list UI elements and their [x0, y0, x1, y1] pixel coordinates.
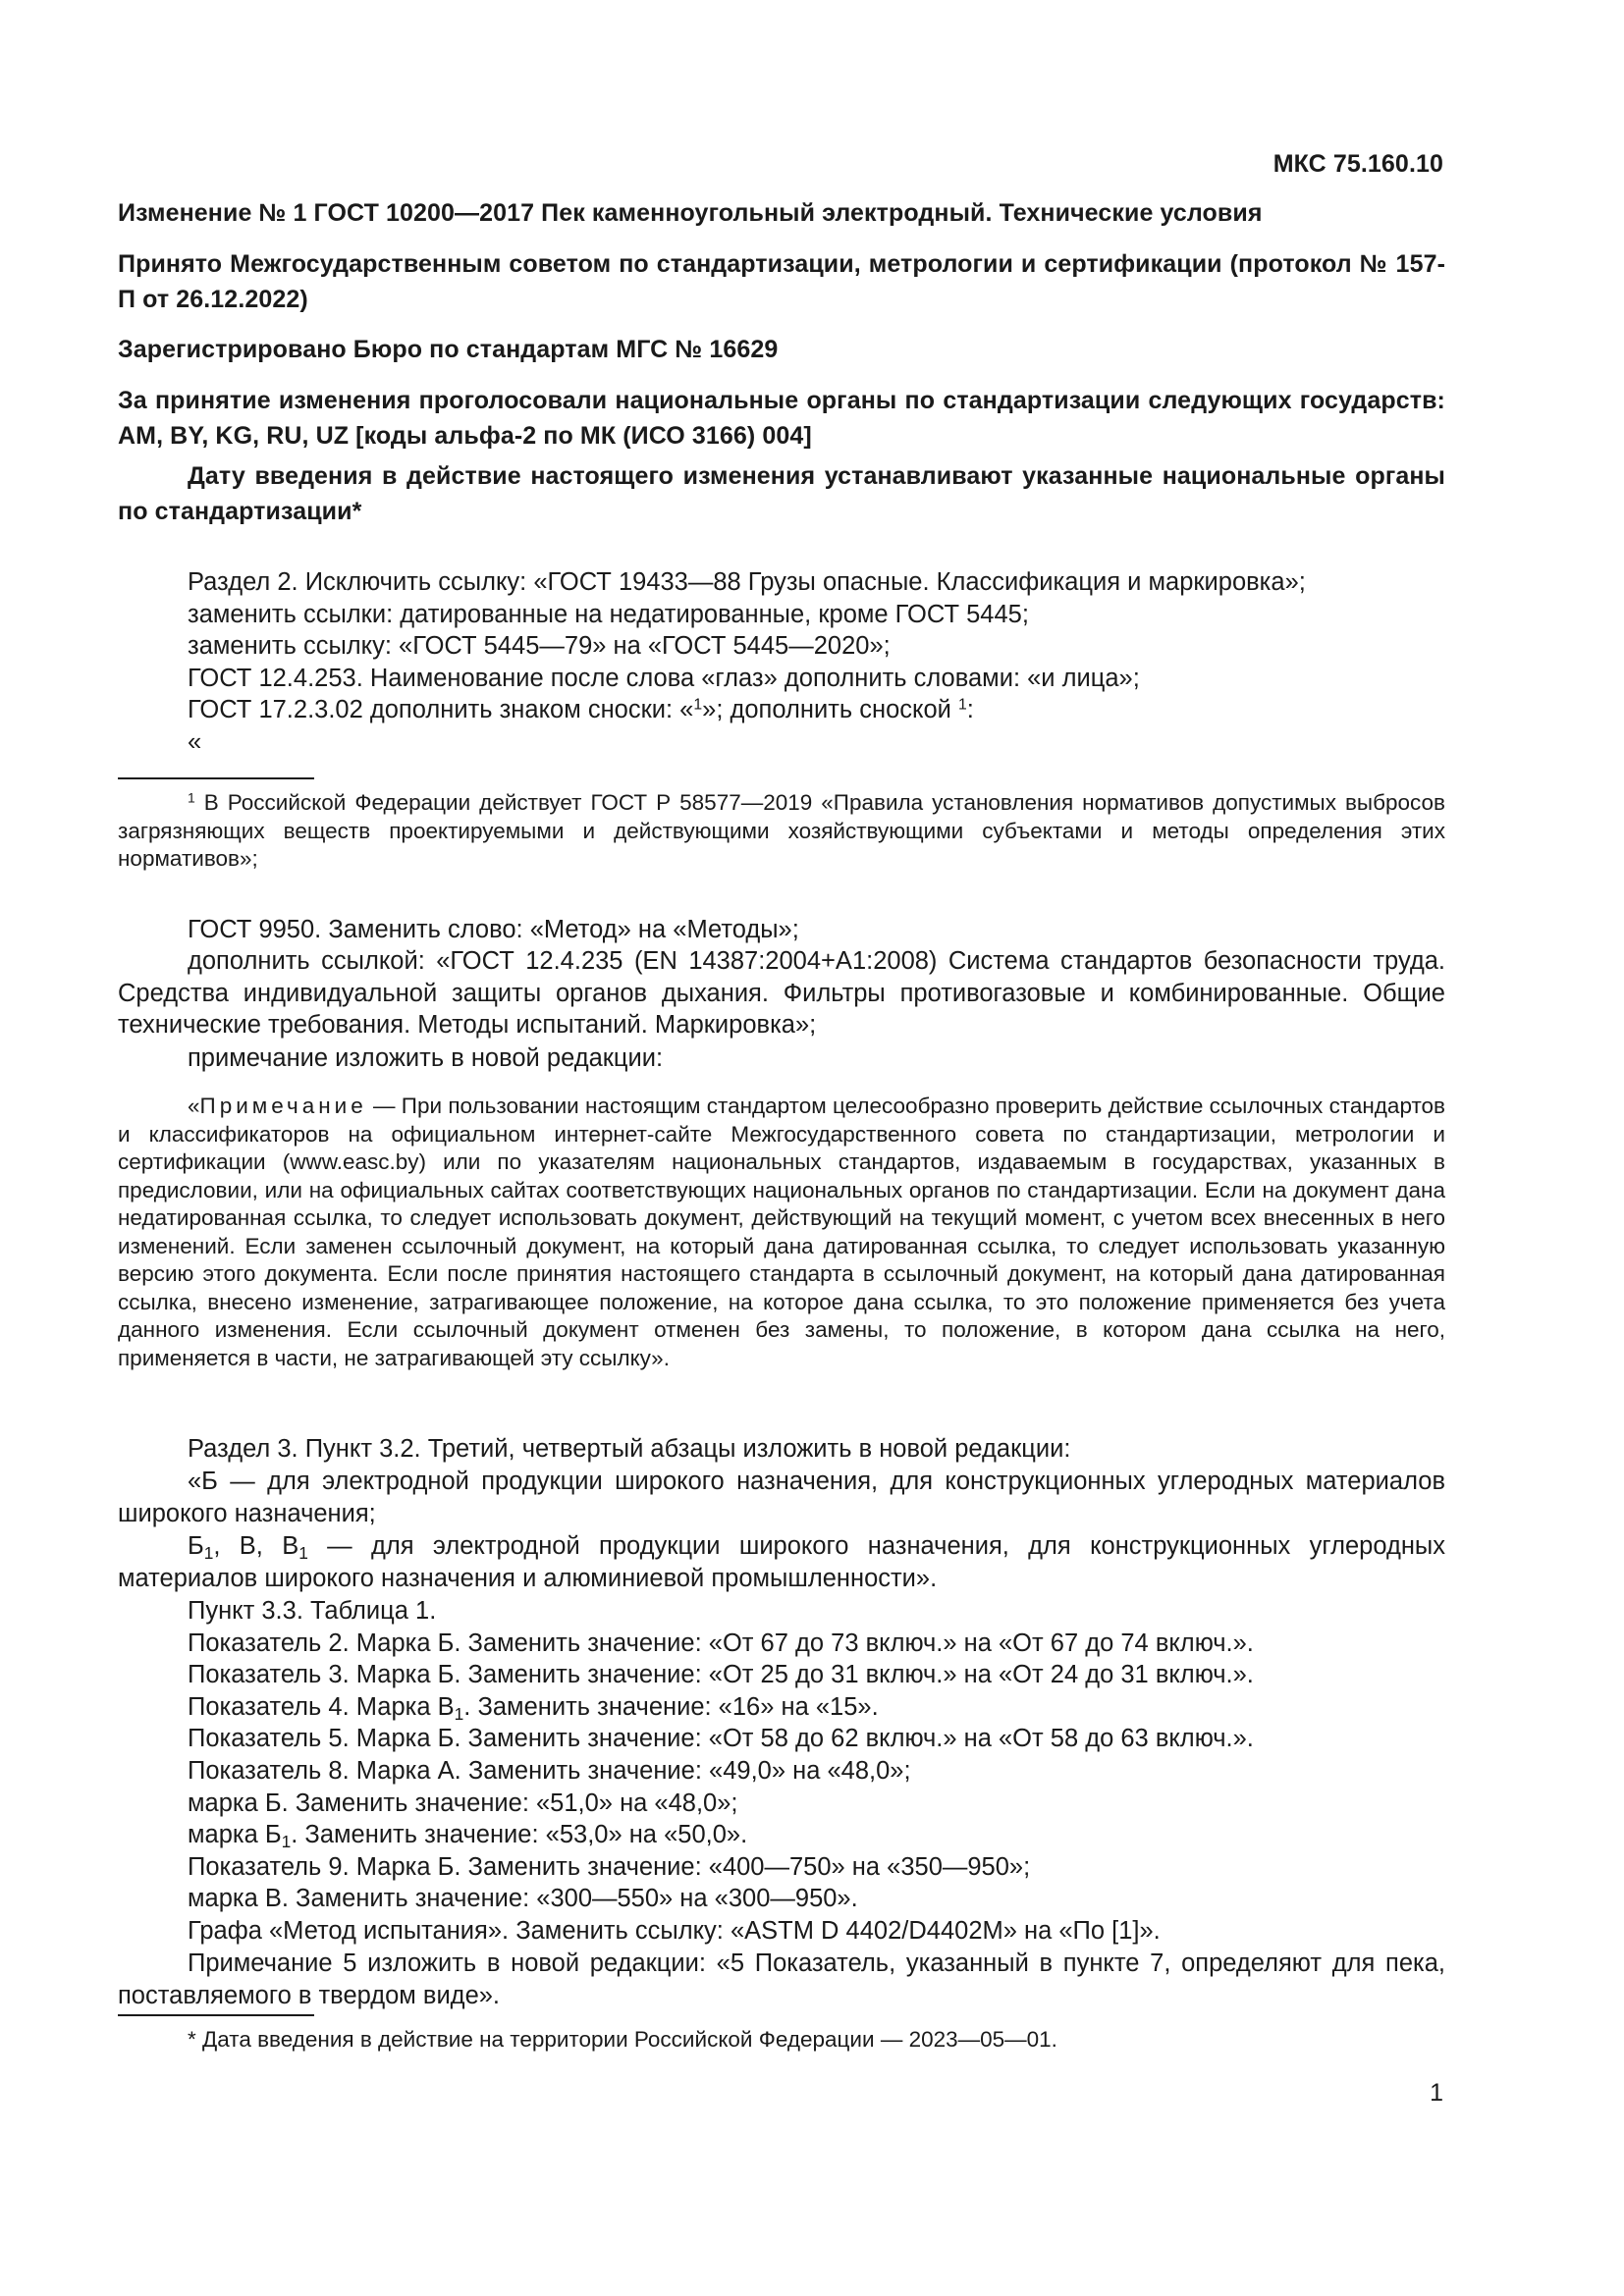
section2-line: заменить ссылку: «ГОСТ 5445—79» на «ГОСТ 5445—2020»;: [188, 632, 891, 661]
adopted-statement: Принято Межгосударственным советом по стандартизации, метрологии и сертификации (протокол № 157-П от 26.12.2022): [118, 250, 1445, 313]
section2-line: заменить ссылки: датированные на недатированные, кроме ГОСТ 5445;: [188, 600, 1029, 628]
change-line: Пункт 3.3. Таблица 1.: [188, 1597, 437, 1625]
note-label: Примечание: [199, 1094, 367, 1118]
footnote-1: $^1$ В Российской Федерации действует ГОСТ Р 58577—2019 «Правила установления нормативов допустимых выбросов загрязняющих веществ проектируемыми и действующими хозяйствующими субъектами и методы определения этих нормативов»;: [118, 789, 1445, 871]
gost9950-addition: дополнить ссылкой: «ГОСТ 12.4.235 (EN 14387:2004+A1:2008) Система стандартов безопасности труда. Средства индивидуальной защиты органов дыхания. Фильтры противогазовые и комбинированные. Общие технические требования. Методы испытаний. Маркировка»;: [118, 947, 1445, 1040]
change-line: марка В. Заменить значение: «300—550» на «300—950».: [188, 1885, 858, 1913]
section2-line: ГОСТ 12.4.253. Наименование после слова «глаз» дополнить словами: «и лица»;: [188, 664, 1140, 692]
gost9950-note-intro: примечание изложить в новой редакции:: [188, 1044, 664, 1072]
change-line: Графа «Метод испытания». Заменить ссылку: «ASTM D 4402/D4402M» на «По [1]».: [188, 1916, 1161, 1945]
section2-block: [188, 566, 1464, 759]
change-line: марка Б. Заменить значение: «51,0» на «48,0»;: [188, 1789, 738, 1817]
section2-line: Раздел 2. Исключить ссылку: «ГОСТ 19433—88 Грузы опасные. Классификация и маркировка»;: [188, 568, 1306, 596]
section3-paragraph: $Б_1$, В, $В_1$ — для электродной продукции широкого назначения, для конструкционных углеродных материалов широкого назначения и алюминиевой промышленности».: [118, 1532, 1445, 1592]
footnote-marker: 1: [693, 696, 703, 714]
mks-code: МКС 75.160.10: [1272, 150, 1443, 178]
footnote-marker: 1: [957, 696, 967, 714]
effective-date-footnote: * Дата введения в действие на территории Российской Федерации — 2023—05—01.: [188, 2027, 1057, 2052]
registration-statement: Зарегистрировано Бюро по стандартам МГС № 16629: [118, 336, 779, 363]
change-line: Показатель 9. Марка Б. Заменить значение: «400—750» на «350—950»;: [188, 1852, 1031, 1881]
change-line: Показатель 5. Марка Б. Заменить значение: «От 58 до 62 включ.» на «От 58 до 63 включ.».: [188, 1725, 1254, 1753]
page-number: 1: [1430, 2079, 1443, 2107]
footnote-rule: [118, 777, 314, 779]
section3-line: Раздел 3. Пункт 3.2. Третий, четвертый абзацы изложить в новой редакции:: [188, 1435, 1071, 1463]
voting-statement: За принятие изменения проголосовали национальные органы по стандартизации следующих государств: AM, BY, KG, RU, UZ [коды альфа-2 по МК (ИСО 3166) 004]: [118, 387, 1445, 450]
section3-paragraph: «Б — для электродной продукции широкого назначения, для конструкционных углеродных материалов широкого назначения;: [118, 1468, 1445, 1527]
section2-footnote-line: ГОСТ 17.2.3.02 дополнить знаком сноски: «$^1$»; дополнить сноской $^1$:: [188, 696, 974, 724]
change-line: марка $Б_1$. Заменить значение: «53,0» на «50,0».: [188, 1821, 748, 1852]
change-line: Показатель 2. Марка Б. Заменить значение: «От 67 до 73 включ.» на «От 67 до 74 включ.».: [188, 1629, 1254, 1657]
footnote-number: 1: [188, 789, 195, 806]
open-quote: «: [188, 727, 202, 756]
section3-note5: Примечание 5 изложить в новой редакции: «5 Показатель, указанный в пункте 7, определяют для пека, поставляемого в твердом виде».: [118, 1949, 1445, 2009]
change-line: Показатель 3. Марка Б. Заменить значение: «От 25 до 31 включ.» на «От 24 до 31 включ.».: [188, 1661, 1254, 1689]
footer-rule: [118, 2014, 314, 2016]
effective-date-statement: Дату введения в действие настоящего изменения устанавливают указанные национальные органы по стандартизации*: [118, 462, 1445, 525]
change-line: Показатель 8. Марка А. Заменить значение: «49,0» на «48,0»;: [188, 1756, 911, 1785]
note-block: «Примечание — При пользовании настоящим стандартом целесообразно проверить действие ссылочных стандартов и классификаторов на официальном интернет-сайте Межгосударственного совета по стандартизации, метрологии и сертификации (www.easc.by) или по указателям национальных стандартов, издаваемым в государствах, указанных в предисловии, или на официальных сайтах соответствующих национальных органов по стандартизации. Если на документ дана недатированная ссылка, то следует использовать документ, действующий на текущий момент, с учетом всех внесенных в него изменений. Если заменен ссылочный документ, на который дана датированная ссылка, то следует использовать указанную версию этого документа. Если после принятия настоящего стандарта в ссылочный документ, на который дана датированная ссылка, внесено изменение, затрагивающее положение, на которое дана ссылка, то это положение применяется без учета данного изменения. Если ссылочный документ отменен без замены, то положение, в котором дана ссылка на него, применяется в части, не затрагивающей эту ссылку».: [118, 1094, 1445, 1370]
change-line: Показатель 4. Марка $В_1$. Заменить значение: «16» на «15».: [188, 1692, 879, 1724]
document-title: Изменение № 1 ГОСТ 10200—2017 Пек каменноугольный электродный. Технические условия: [118, 199, 1263, 227]
gost9950-line1: ГОСТ 9950. Заменить слово: «Метод» на «Методы»;: [188, 916, 799, 943]
section3-table-changes: [188, 1595, 1454, 1948]
